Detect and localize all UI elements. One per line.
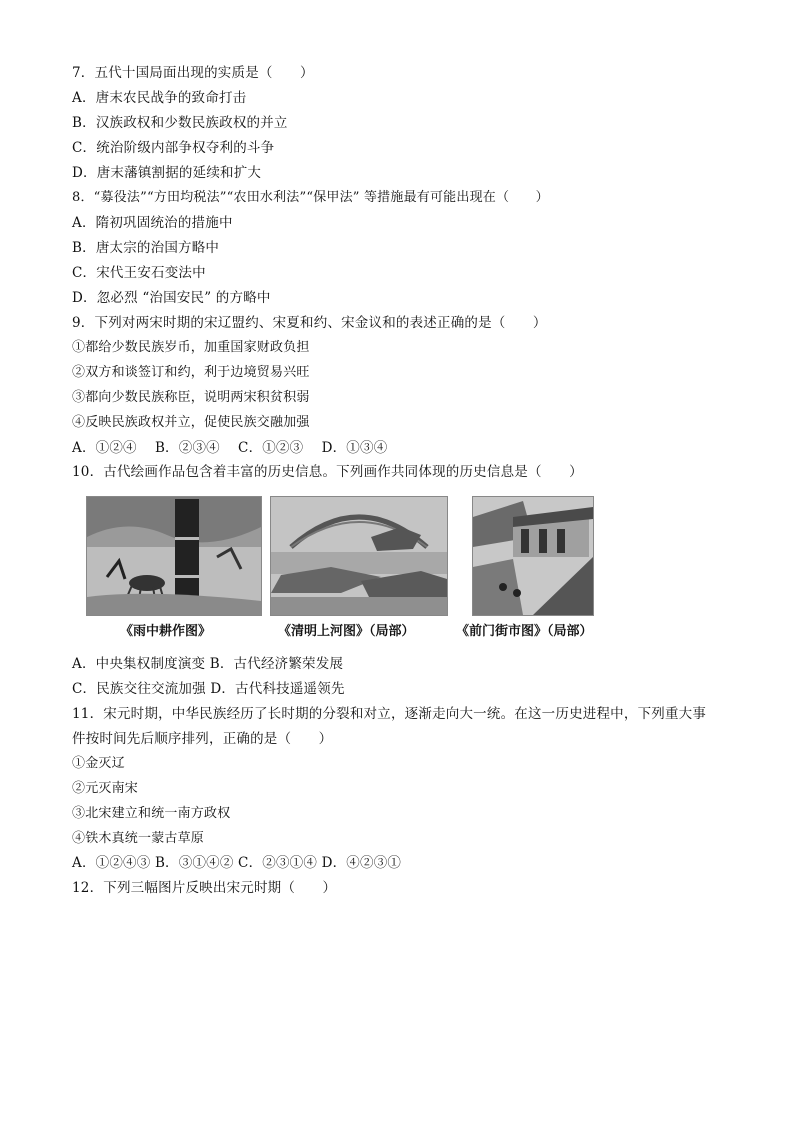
q12-stem: 12．下列三幅图片反映出宋元时期（ ） [72, 880, 337, 896]
q7-option-a: A．唐末农民战争的致命打击 [72, 90, 247, 106]
caption-qingming-river: 《清明上河图》（局部） [278, 624, 415, 639]
q11-stem-line1: 11．宋元时期，中华民族经历了长时期的分裂和对立，逐渐走向大一统。在这一历史进程中，下列重大事 [72, 706, 707, 722]
q9-item-2: ②双方和谈签订和约，利于边境贸易兴旺 [72, 365, 310, 380]
q9-stem: 9．下列对两宋时期的宋辽盟约、宋夏和约、宋金议和的表述正确的是（ ） [72, 315, 547, 331]
q11-answer-options: A．①②④③ B．③①④② C．②③①④ D．④②③① [72, 855, 402, 871]
q11-item-4: ④铁木真统一蒙古草原 [72, 831, 205, 846]
q9-item-3: ③都向少数民族称臣，说明两宋积贫积弱 [72, 390, 310, 405]
caption-qianmen-street: 《前门街市图》（局部） [456, 624, 593, 639]
q8-option-d: D．忽必烈 “治国安民” 的方略中 [72, 290, 271, 306]
q11-stem-line2: 件按时间先后顺序排列，正确的是（ ） [72, 731, 333, 747]
painting-rain-farming [86, 496, 262, 616]
q9-item-4: ④反映民族政权并立，促使民族交融加强 [72, 415, 310, 430]
q10-figures [72, 486, 622, 646]
painting-qianmen-street [472, 496, 594, 616]
q10-options-cd: C．民族交往交流加强 D．古代科技遥遥领先 [72, 681, 345, 697]
q7-stem: 7．五代十国局面出现的实质是（ ） [72, 65, 314, 81]
q11-item-3: ③北宋建立和统一南方政权 [72, 806, 231, 821]
q7-option-b: B．汉族政权和少数民族政权的并立 [72, 115, 288, 131]
painting-qingming-river [270, 496, 448, 616]
q10-stem: 10．古代绘画作品包含着丰富的历史信息。下列画作共同体现的历史信息是（ ） [72, 464, 583, 480]
q8-option-c: C．宋代王安石变法中 [72, 265, 206, 281]
q8-option-b: B．唐太宗的治国方略中 [72, 240, 220, 256]
q11-item-1: ①金灭辽 [72, 756, 125, 771]
q10-options-ab: A．中央集权制度演变 B．古代经济繁荣发展 [72, 656, 344, 672]
q7-option-d: D．唐末藩镇割据的延续和扩大 [72, 165, 262, 181]
caption-rain-farming: 《雨中耕作图》 [120, 624, 212, 639]
q9-answer-options: A．①②④ B．②③④ C．①②③ D．①③④ [72, 440, 388, 456]
q8-stem: 8．“募役法”“方田均税法”“农田水利法”“保甲法” 等措施最有可能出现在（ ） [72, 190, 549, 205]
q9-item-1: ①都给少数民族岁币，加重国家财政负担 [72, 340, 310, 355]
q7-option-c: C．统治阶级内部争权夺利的斗争 [72, 140, 275, 156]
q8-option-a: A．隋初巩固统治的措施中 [72, 215, 233, 231]
q11-item-2: ②元灭南宋 [72, 781, 139, 796]
